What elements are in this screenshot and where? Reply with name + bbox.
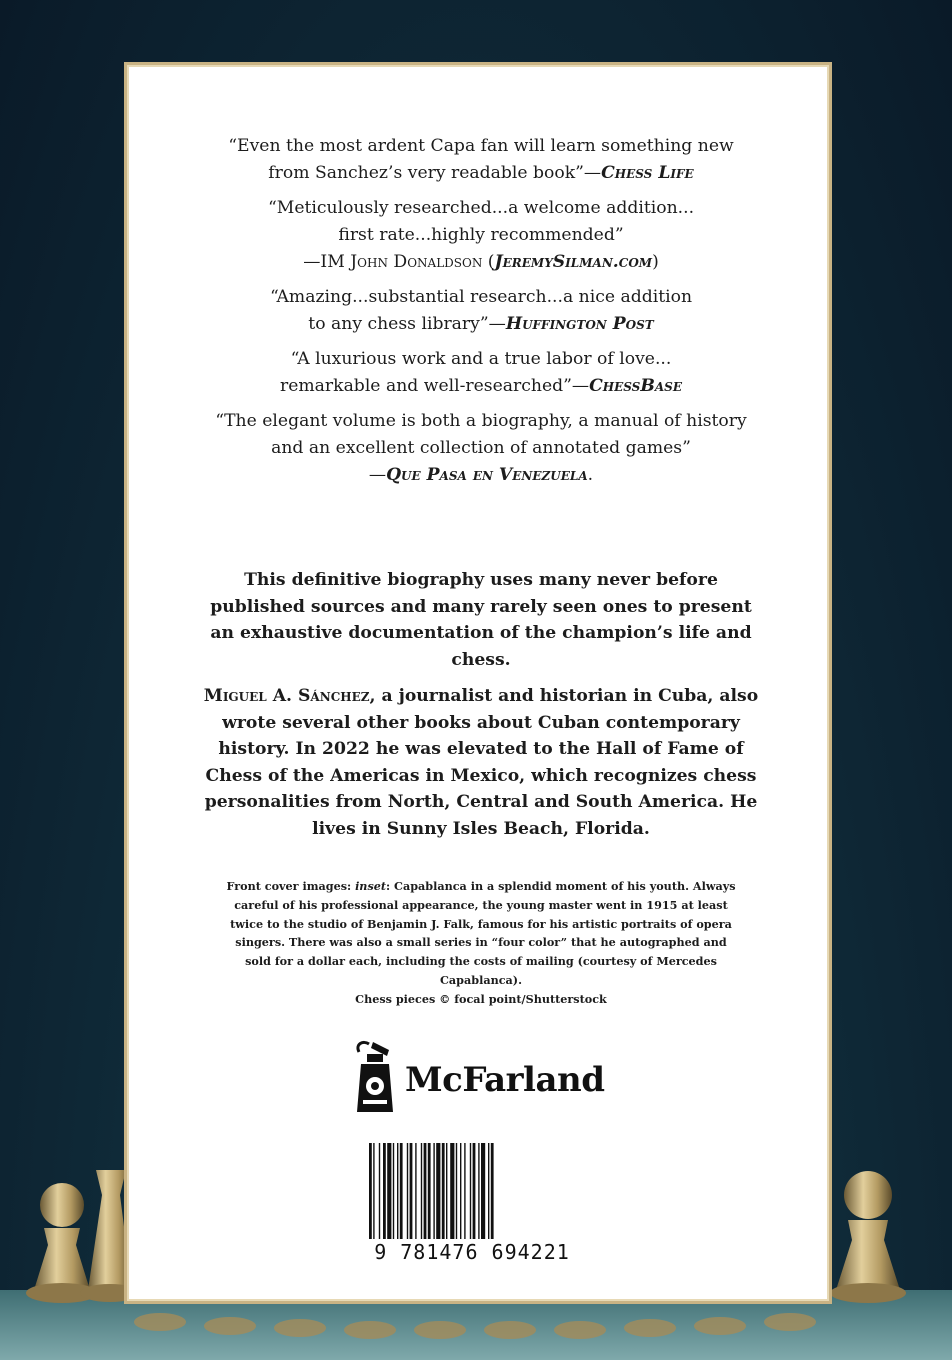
review-attribution-end: ) [652, 252, 659, 272]
review-attribution-end: . [587, 465, 594, 485]
cover-credits [127, 877, 835, 1009]
review-text: first rate...highly recommended” [338, 225, 624, 245]
credits-pieces: Chess pieces © focal point/Shutterstock [355, 991, 607, 1006]
credits-lead: Front cover images: [226, 879, 356, 893]
review-source: JeremySilman.com [494, 252, 653, 272]
review-text: “A luxurious work and a true labor of love... [290, 349, 672, 369]
review-4 [127, 346, 835, 400]
review-text: “Even the most ardent Capa fan will learn something new [228, 136, 734, 156]
book-description [127, 567, 835, 852]
review-text: remarkable and well-researched”— [280, 376, 590, 396]
right-pawn-icon [830, 1171, 906, 1303]
review-text: “The elegant volume is both a biography, a manual of history [215, 411, 747, 431]
review-text: from Sanchez’s very readable book”— [268, 163, 602, 183]
review-text: “Amazing...substantial research...a nice addition [269, 287, 693, 307]
review-source: Chess Life [601, 163, 694, 183]
barcode [367, 1143, 577, 1245]
review-text: “Meticulously researched...a welcome addition... [267, 198, 695, 218]
review-source: ChessBase [589, 376, 682, 396]
review-attribution: —IM John Donaldson ( [303, 252, 495, 272]
isbn-number: 9 781476 694221 [374, 1240, 570, 1264]
review-3 [127, 284, 835, 338]
review-1 [127, 133, 835, 187]
author-name: Miguel A. Sánchez [203, 686, 370, 706]
reviews [127, 133, 835, 497]
credits-text: : Capablanca in a splendid moment of his youth. Always careful of his professional appearance, the young master went in 1915 at least twice to the studio of Benjamin J. Falk, famous for his artistic portraits of opera singers. There was also a small series in “four color” that he autographed and sold for a dollar each, including the costs of mailing (courtesy of Mercedes Capablanca). [230, 879, 736, 987]
left-pawn-icon [26, 1183, 98, 1303]
review-5 [127, 408, 835, 489]
review-text: to any chess library”— [308, 314, 506, 334]
lantern-icon [349, 1040, 399, 1116]
author-bio [203, 683, 759, 842]
back-cover-panel [124, 62, 832, 1304]
review-source: Huffington Post [505, 314, 654, 334]
review-2 [127, 195, 835, 276]
review-text: and an excellent collection of annotated games” [271, 438, 691, 458]
review-attribution: — [368, 465, 387, 485]
publisher-logo [349, 1040, 609, 1120]
credits-inset-label: inset [355, 879, 387, 893]
publisher-name: McFarland [405, 1060, 605, 1100]
review-source: Que Pasa en Venezuela [386, 465, 588, 485]
summary: This definitive biography uses many never before published sources and many rarely seen ones to present an exhaustive documentation of the champion’s life and chess. [210, 570, 752, 670]
author-bio-text: , a journalist and historian in Cuba, also wrote several other books about Cuban contemporary history. In 2022 he was elevated to the Hall of Fame of Chess of the Americas in Mexico, which recognizes chess personalities from North, Central and South America. He lives in Sunny Isles Beach, Florida. [204, 686, 759, 839]
